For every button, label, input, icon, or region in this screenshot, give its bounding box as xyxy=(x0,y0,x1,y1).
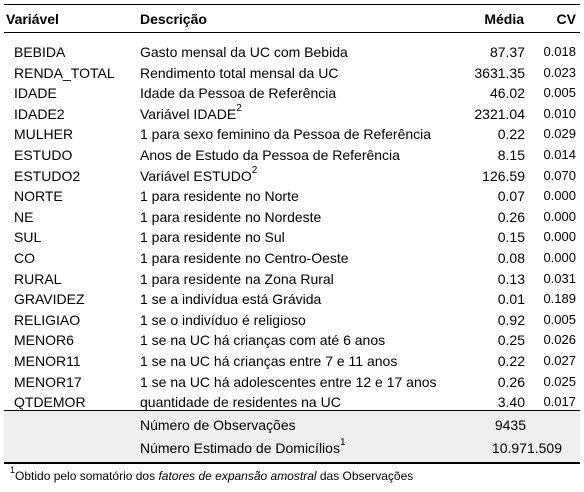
cell-media: 46.02 xyxy=(489,85,525,102)
cell-descricao: 1 para residente no Nordeste xyxy=(140,208,322,225)
cell-variavel: CO xyxy=(14,250,35,266)
table-row xyxy=(0,310,584,330)
header-media: Média xyxy=(484,11,524,27)
table-row xyxy=(0,372,584,392)
cell-descricao: 1 se na UC há adolescentes entre 12 e 17 anos xyxy=(140,373,437,390)
cell-media: 0.25 xyxy=(497,332,525,349)
cell-media: 87.37 xyxy=(489,44,525,60)
table-row xyxy=(0,227,584,247)
cell-media: 126.59 xyxy=(482,167,525,184)
summary-bottom-rule xyxy=(4,462,580,464)
cell-cv: 0.000 xyxy=(543,229,576,245)
cell-variavel: RELIGIAO xyxy=(14,311,81,328)
cell-media: 0.13 xyxy=(497,270,525,287)
cell-variavel: ESTUDO xyxy=(14,147,73,163)
cell-cv: 0.029 xyxy=(543,126,576,142)
footnote-text-italic: fatores de expansão amostral xyxy=(158,469,317,483)
cell-variavel: NE xyxy=(14,208,34,225)
cell-variavel: MENOR6 xyxy=(14,332,74,349)
cell-media: 0.22 xyxy=(497,126,525,143)
summary-row-observacoes xyxy=(0,415,584,435)
table-row xyxy=(0,145,584,165)
table-row xyxy=(0,166,584,186)
cell-descricao: 1 se o indivíduo é religioso xyxy=(140,311,306,328)
table-row xyxy=(0,289,584,309)
cell-variavel: QTDEMOR xyxy=(14,394,86,411)
cell-cv: 0.014 xyxy=(543,147,576,162)
footnote-text-after: das Observações xyxy=(316,469,414,483)
cell-media: 2321.04 xyxy=(474,105,525,122)
table-row xyxy=(0,207,584,227)
cell-media: 0.26 xyxy=(497,373,525,390)
cell-cv: 0.000 xyxy=(543,188,576,204)
cell-media: 0.26 xyxy=(497,208,525,225)
header-rule xyxy=(4,32,580,33)
cell-media: 8.15 xyxy=(497,147,525,163)
header-descricao: Descrição xyxy=(140,11,207,27)
cell-media: 0.22 xyxy=(497,353,525,369)
cell-descricao: 1 para residente no Sul xyxy=(140,229,285,246)
cell-media: 3631.35 xyxy=(474,64,525,81)
cell-variavel: SUL xyxy=(14,229,42,246)
cell-descricao: 1 para sexo feminino da Pessoa de Referência xyxy=(140,126,432,143)
cell-descricao: 1 para residente na Zona Rural xyxy=(140,270,334,287)
cell-variavel: IDADE2 xyxy=(14,105,65,122)
cell-variavel: GRAVIDEZ xyxy=(14,291,85,308)
table-row xyxy=(0,63,584,83)
cell-descricao: Variável ESTUDO$^2$ xyxy=(140,164,258,184)
header-cv: CV xyxy=(556,11,576,27)
header-variavel: Variável xyxy=(6,11,59,27)
cell-variavel: BEBIDA xyxy=(14,44,66,60)
table-row xyxy=(0,351,584,371)
cell-descricao: 1 para residente no Norte xyxy=(140,188,299,205)
footnote xyxy=(10,465,414,484)
cell-descricao: quantidade de residentes na UC xyxy=(140,394,341,411)
cell-variavel: MENOR17 xyxy=(14,373,82,390)
cell-cv: 0.023 xyxy=(543,64,576,80)
table-row xyxy=(0,104,584,124)
cell-descricao: 1 para residente no Centro-Oeste xyxy=(140,250,349,266)
table-row xyxy=(0,269,584,289)
cell-cv: 0.189 xyxy=(543,291,576,307)
footnote-mark: 1 xyxy=(10,465,16,475)
cell-media: 3.40 xyxy=(497,394,525,411)
cell-cv: 0.010 xyxy=(543,105,576,121)
cell-descricao: 1 se na UC há crianças entre 7 e 11 anos xyxy=(140,353,398,369)
table-row xyxy=(0,42,584,62)
cell-variavel: ESTUDO2 xyxy=(14,167,81,184)
summary-label: Número Estimado de Domicílios$^1$ xyxy=(140,437,346,456)
summary-value: 10.971.509 xyxy=(491,440,562,456)
cell-cv: 0.025 xyxy=(543,373,576,389)
cell-cv: 0.005 xyxy=(543,85,576,101)
cell-cv: 0.018 xyxy=(543,44,576,59)
cell-cv: 0.000 xyxy=(543,208,576,224)
cell-variavel: IDADE xyxy=(14,85,57,102)
cell-cv: 0.000 xyxy=(543,250,576,265)
cell-cv: 0.031 xyxy=(543,270,576,286)
cell-descricao: Anos de Estudo da Pessoa de Referência xyxy=(140,147,400,163)
cell-variavel: NORTE xyxy=(14,188,63,205)
cell-descricao: 1 se na UC há crianças com até 6 anos xyxy=(140,332,386,349)
summary-label: Número de Observações xyxy=(140,417,296,433)
table-header-row xyxy=(0,9,584,29)
cell-media: 0.92 xyxy=(497,311,525,328)
table-row xyxy=(0,83,584,103)
cell-descricao: Rendimento total mensal da UC xyxy=(140,64,339,81)
footnote-text-before: Obtido pelo somatório dos xyxy=(15,469,159,483)
cell-cv: 0.070 xyxy=(543,167,576,183)
cell-cv: 0.026 xyxy=(543,332,576,348)
cell-media: 0.15 xyxy=(497,229,525,246)
cell-cv: 0.017 xyxy=(543,394,576,410)
summary-row-domicilios xyxy=(0,438,584,458)
cell-cv: 0.005 xyxy=(543,311,576,327)
cell-media: 0.01 xyxy=(497,291,525,308)
cell-variavel: RENDA_TOTAL xyxy=(14,64,115,81)
summary-top-rule xyxy=(4,410,580,411)
cell-variavel: MULHER xyxy=(14,126,74,143)
summary-value: 9435 xyxy=(494,417,526,433)
table-top-rule xyxy=(4,4,580,5)
cell-cv: 0.027 xyxy=(543,353,576,368)
cell-variavel: RURAL xyxy=(14,270,62,287)
cell-descricao: 1 se a indivídua está Grávida xyxy=(140,291,322,308)
cell-descricao: Gasto mensal da UC com Bebida xyxy=(140,44,348,60)
table-row xyxy=(0,248,584,268)
cell-descricao: Idade da Pessoa de Referência xyxy=(140,85,337,102)
cell-media: 0.08 xyxy=(497,250,525,266)
table-row xyxy=(0,330,584,350)
table-row xyxy=(0,124,584,144)
cell-variavel: MENOR11 xyxy=(14,353,81,369)
cell-media: 0.07 xyxy=(497,188,525,205)
table-row xyxy=(0,186,584,206)
cell-descricao: Variável IDADE$^2$ xyxy=(140,103,242,122)
